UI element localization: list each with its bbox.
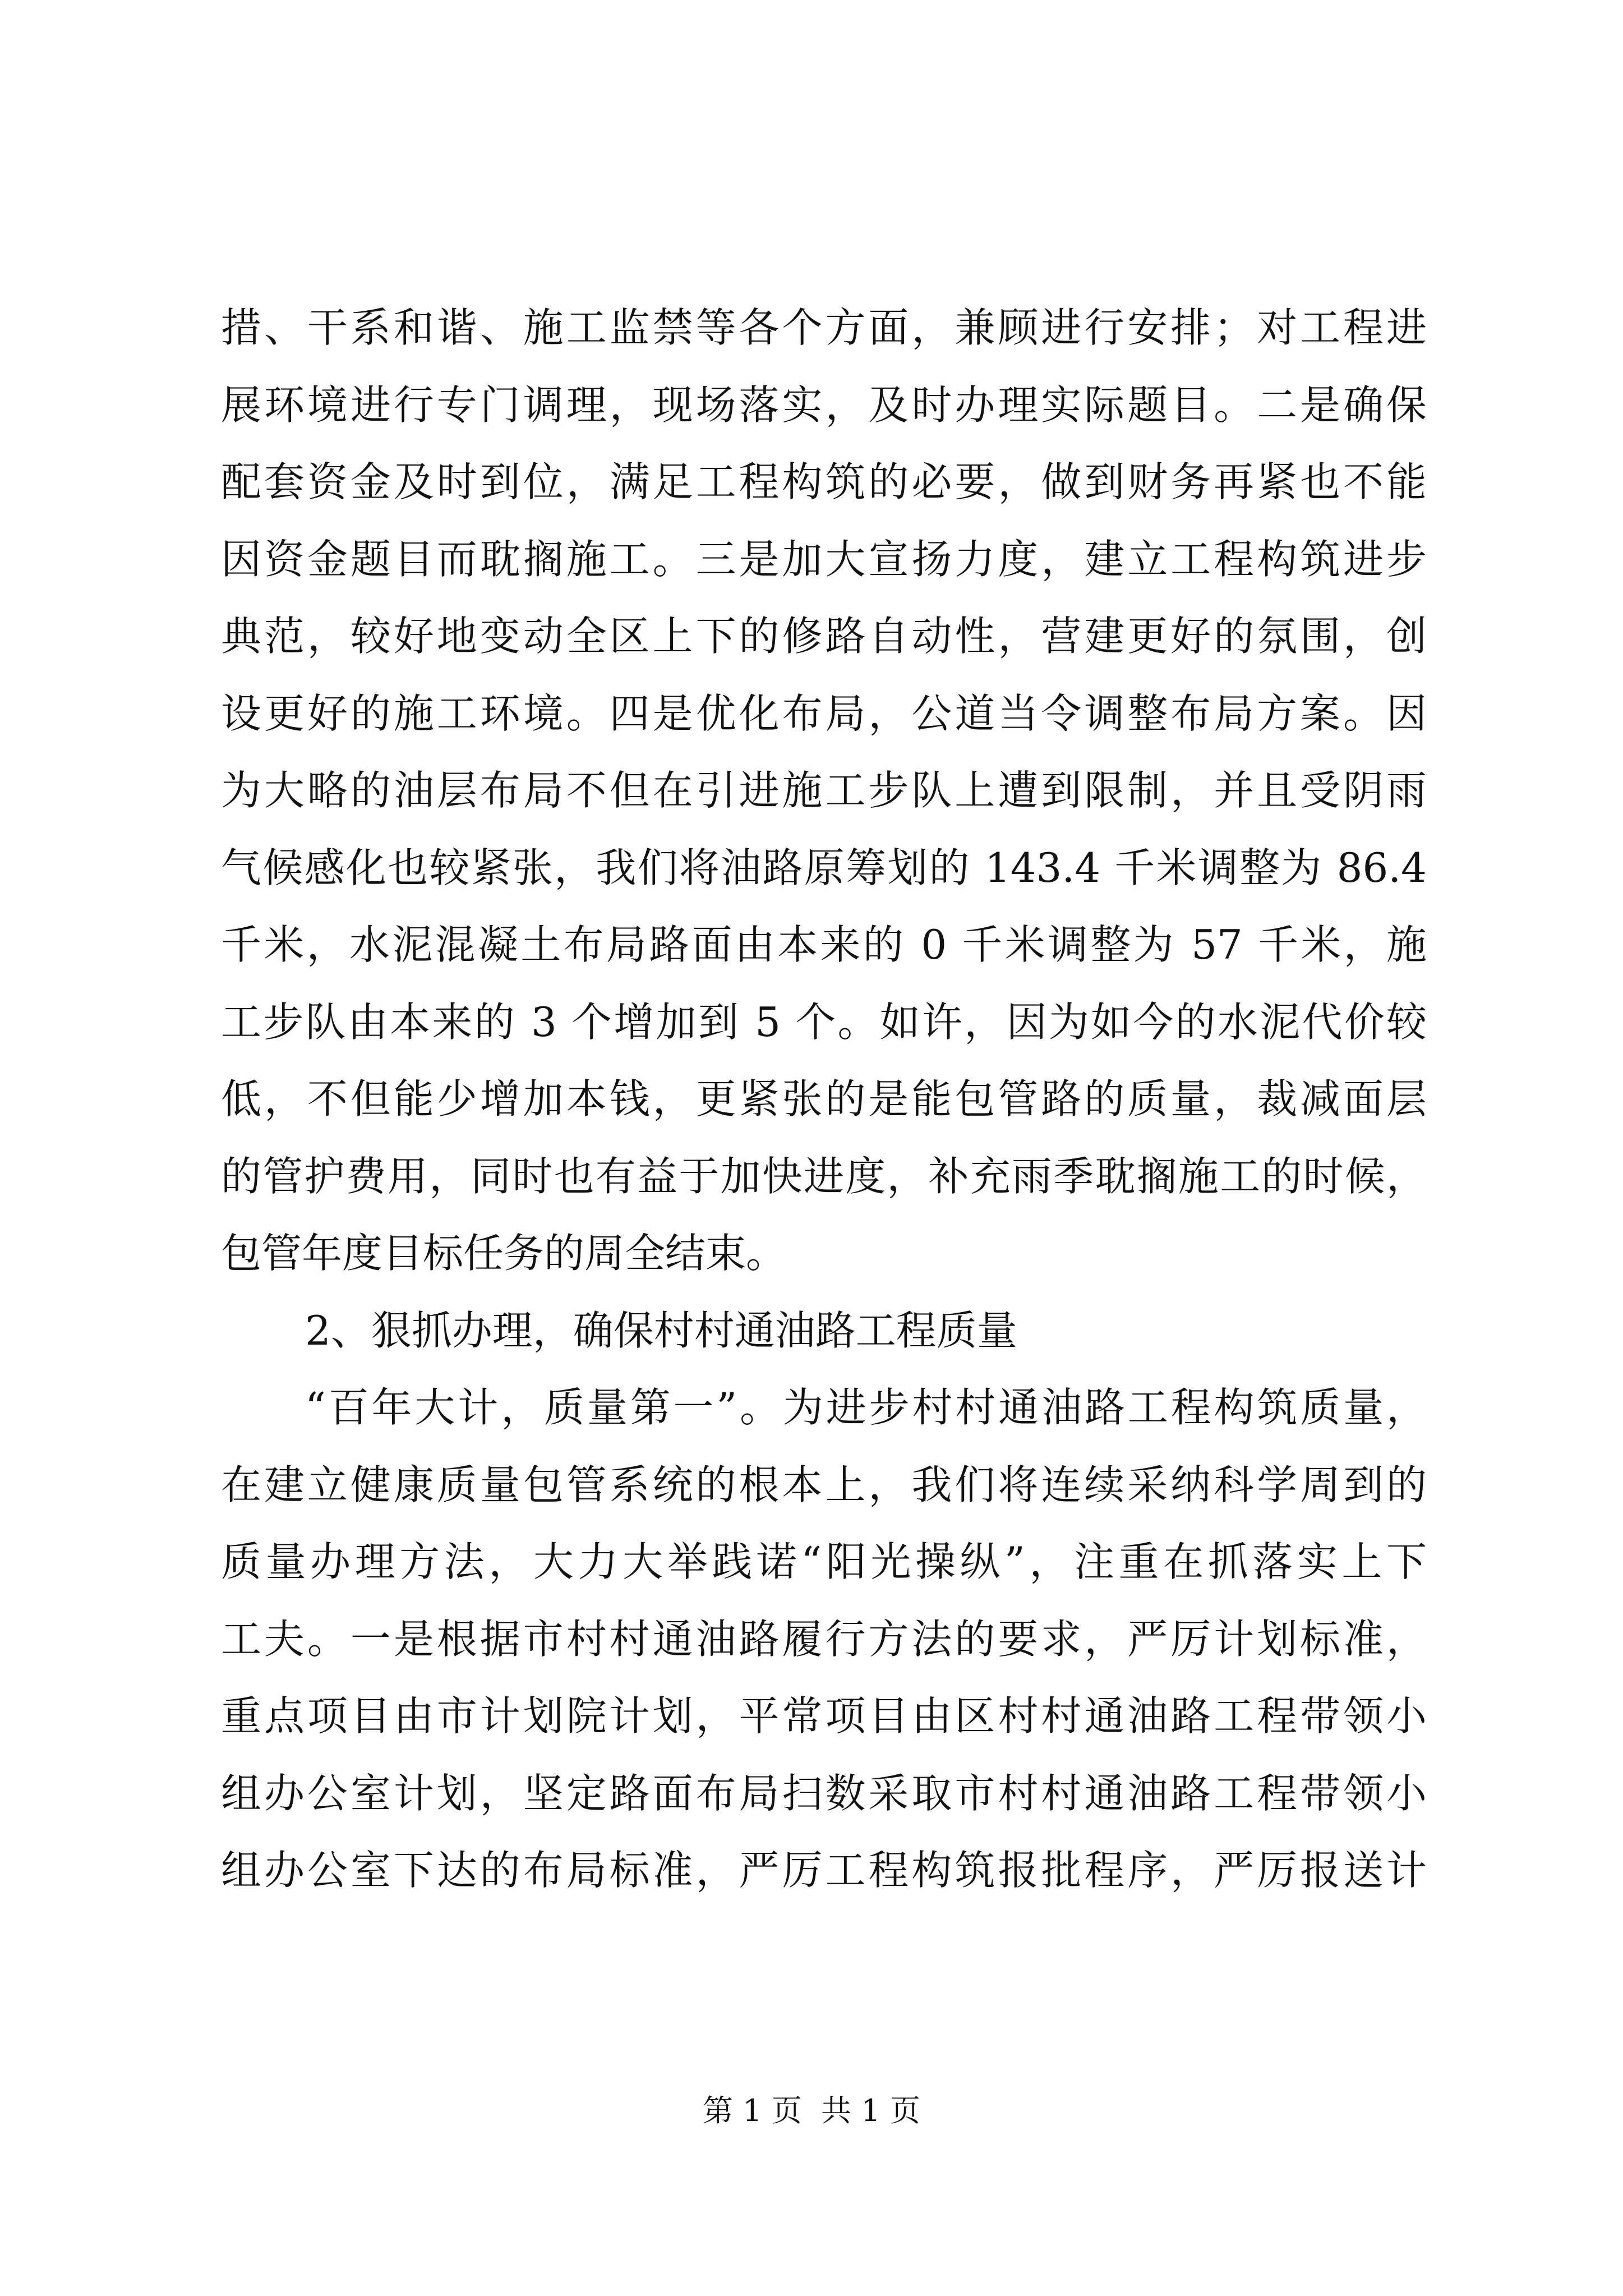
text-line-21: 组办公室下达的布局标准，严厉工程构筑报批程序，严厉报送计 (221, 1847, 1427, 1894)
text-line-6: 设更好的施工环境。四是优化布局，公道当令调整布局方案。因 (221, 689, 1427, 737)
section-heading: 2、狠抓办理，确保村村通油路工程质量 (305, 1306, 1017, 1354)
text-line-1: 措、干系和谐、施工监禁等各个方面，兼顾进行安排；对工程进 (221, 304, 1427, 351)
text-line-11: 低，不但能少增加本钱，更紧张的是能包管路的质量，裁减面层 (221, 1075, 1427, 1122)
text-line-10: 工步队由本来的 3 个增加到 5 个。如许，因为如今的水泥代价较 (221, 998, 1427, 1046)
text-line-17: 质量办理方法，大力大举践诺“阳光操纵”，注重在抓落实上下 (221, 1538, 1427, 1585)
page-footer: 第 1 页 共 1 页 (703, 2093, 920, 2128)
text-line-19: 重点项目由市计划院计划，平常项目由区村村通油路工程带领小 (221, 1692, 1427, 1740)
text-line-2: 展环境进行专门调理，现场落实，及时办理实际题目。二是确保 (221, 381, 1427, 429)
text-line-3: 配套资金及时到位，满足工程构筑的必要，做到财务再紧也不能 (221, 458, 1427, 505)
text-line-4: 因资金题目而耽搁施工。三是加大宣扬力度，建立工程构筑进步 (221, 535, 1427, 583)
text-line-8: 气候感化也较紧张，我们将油路原筹划的 143.4 千米调整为 86.4 (221, 844, 1427, 891)
text-line-16: 在建立健康质量包管系统的根本上，我们将连续采纳科学周到的 (221, 1461, 1427, 1508)
text-line-5: 典范，较好地变动全区上下的修路自动性，营建更好的氛围，创 (221, 613, 1427, 660)
text-line-12: 的管护费用，同时也有益于加快进度，补充雨季耽搁施工的时候， (221, 1152, 1427, 1200)
text-line-9: 千米，水泥混凝土布局路面由本来的 0 千米调整为 57 千米，施 (221, 921, 1427, 968)
text-line-13: 包管年度目标任务的周全结束。 (221, 1230, 787, 1277)
text-line-7: 为大略的油层布局不但在引进施工步队上遭到限制，并且受阴雨 (221, 767, 1427, 814)
text-line-15: “百年大计，质量第一”。为进步村村通油路工程构筑质量， (305, 1384, 1427, 1431)
text-line-20: 组办公室计划，坚定路面布局扫数采取市村村通油路工程带领小 (221, 1769, 1427, 1817)
text-line-18: 工夫。一是根据市村村通油路履行方法的要求，严厉计划标准， (221, 1615, 1427, 1663)
body-text (221, 289, 1427, 1910)
